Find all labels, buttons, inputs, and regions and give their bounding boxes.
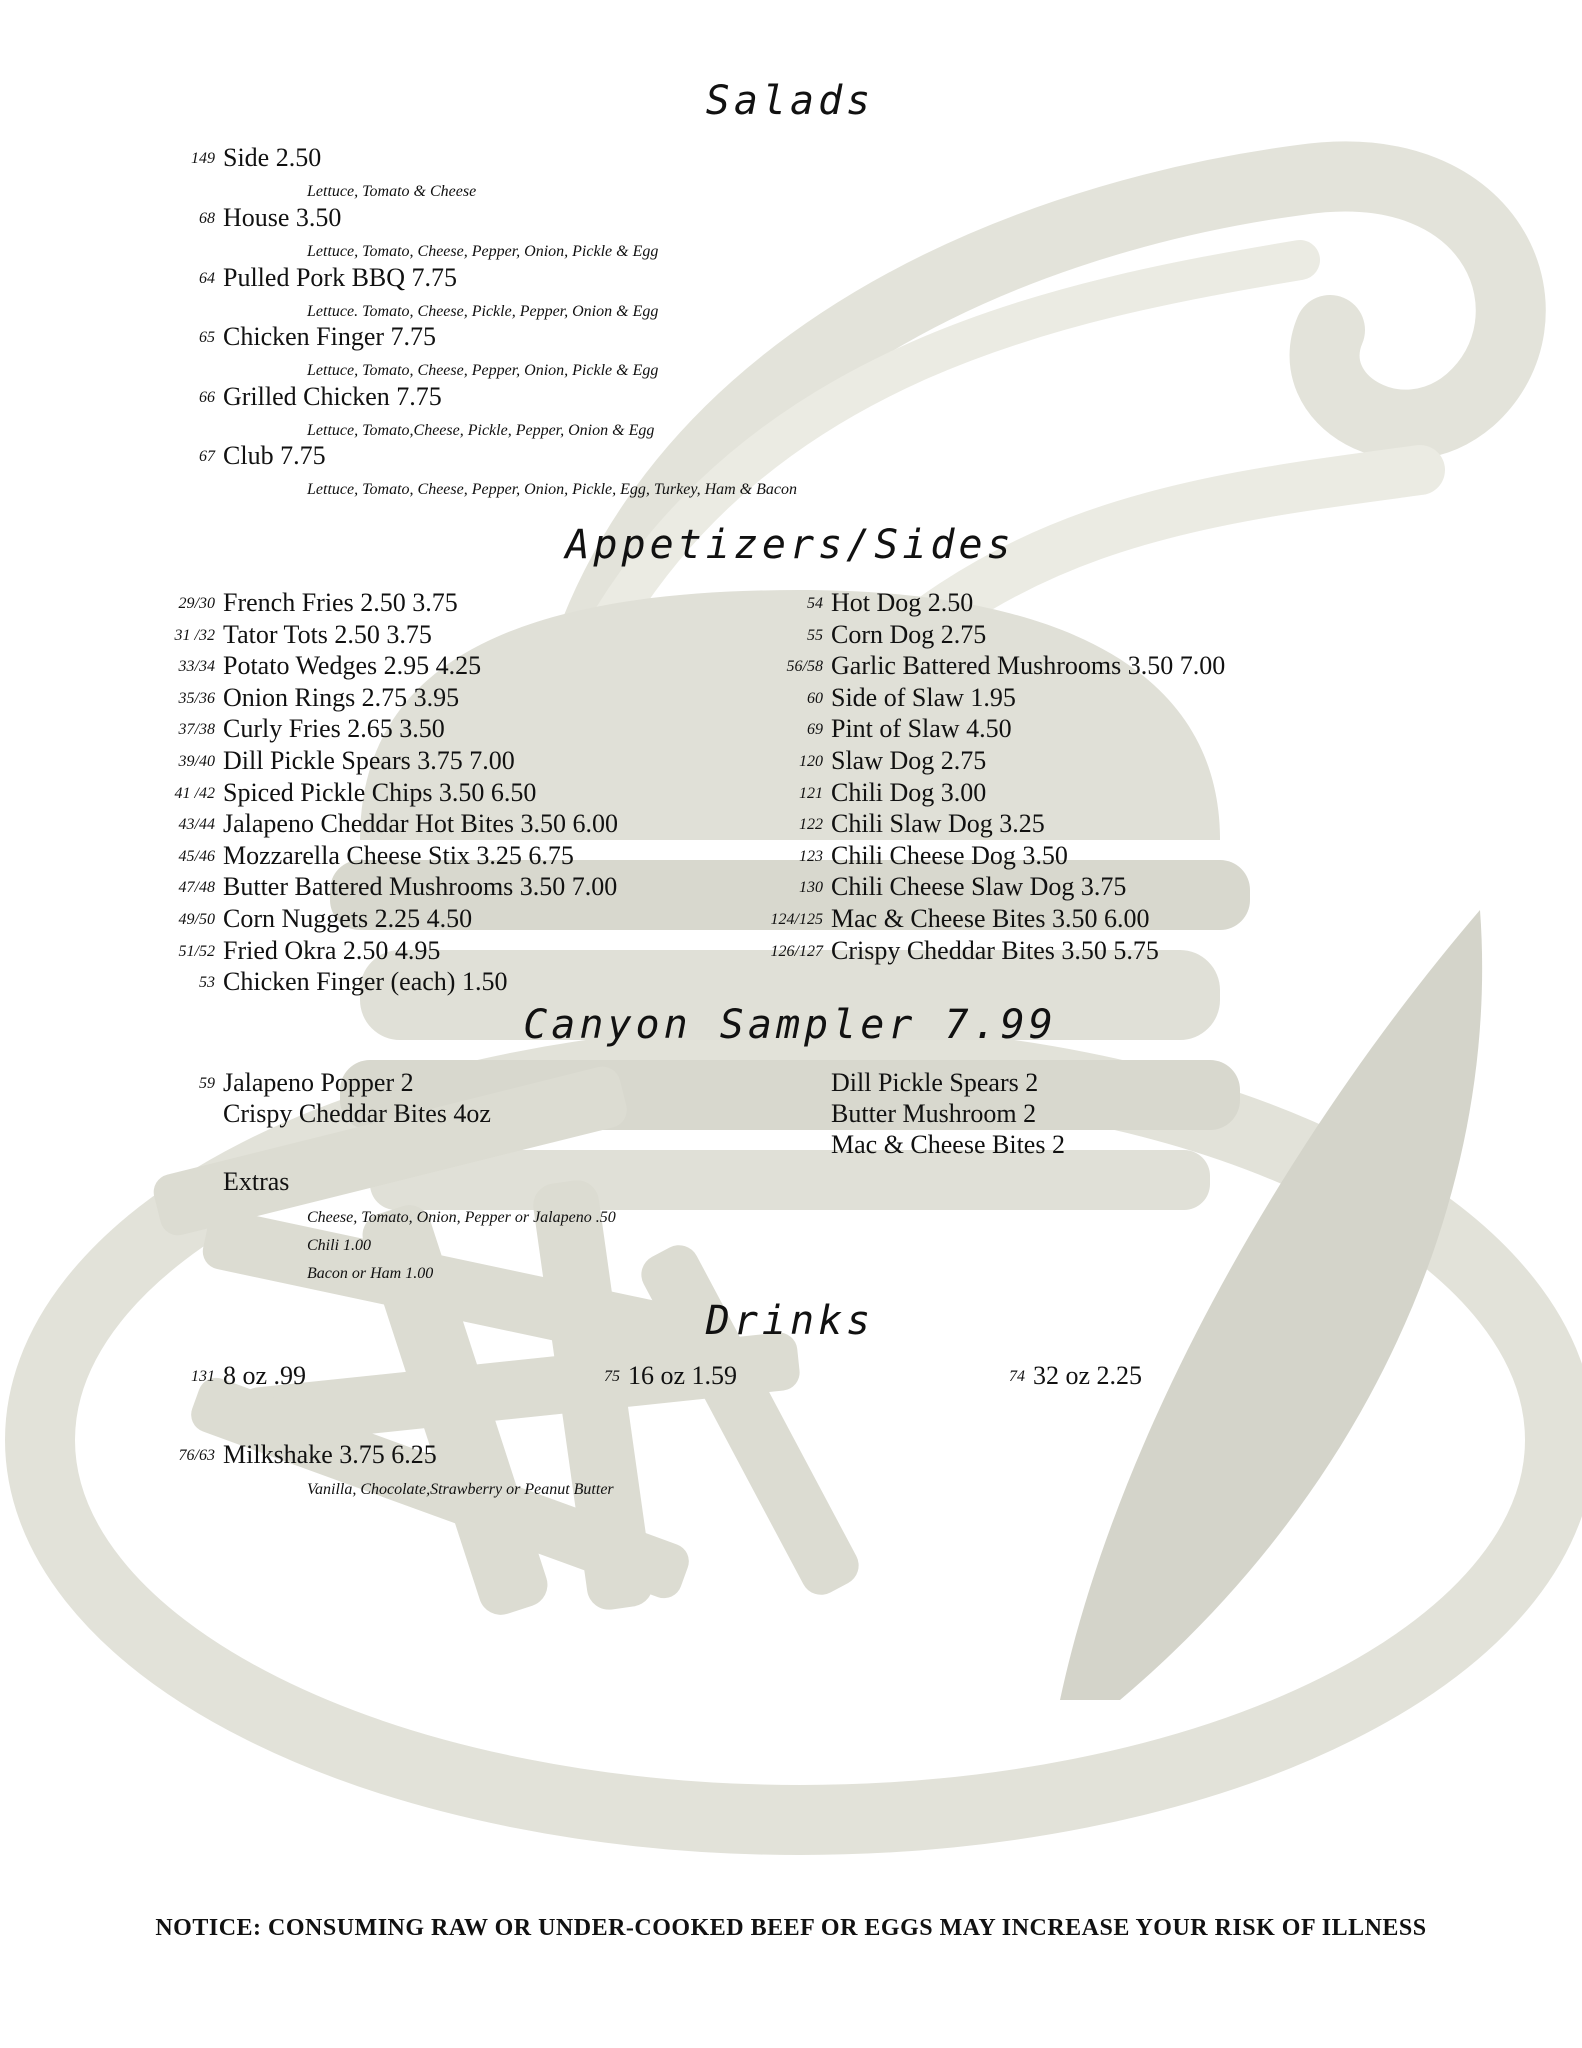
item-number: 75 [604,1368,620,1385]
item-description: Lettuce, Tomato, Cheese, Pepper, Onion, Pickle, Egg, Turkey, Ham & Bacon [307,481,797,498]
item-label: Dill Pickle Spears 2 [831,1068,1039,1097]
item-number: 45/46 [178,847,215,865]
item-label: Chicken Finger (each) 1.50 [223,967,508,997]
sampler-heading: Canyon Sampler 7.99 [523,1002,1057,1048]
item-description: Lettuce, Tomato,Cheese, Pickle, Pepper, Onion & Egg [307,422,655,439]
extras-line: Cheese, Tomato, Onion, Pepper or Jalapeno .50 [307,1209,616,1226]
item-label: Jalapeno Cheddar Hot Bites 3.50 6.00 [223,809,618,839]
item-description: Lettuce, Tomato & Cheese [307,183,477,200]
item-label: House 3.50 [223,203,342,232]
item-label: Hot Dog 2.50 [831,588,974,617]
item-number: 121 [799,784,823,802]
item-label: Crispy Cheddar Bites 3.50 5.75 [831,935,1159,965]
item-number: 69 [807,721,823,739]
item-number: 131 [191,1368,215,1385]
item-label: Mozzarella Cheese Stix 3.25 6.75 [223,840,574,870]
item-number: 55 [807,626,823,644]
item-number: 54 [807,595,823,612]
item-number: 124/125 [770,911,823,928]
item-label: Jalapeno Popper 2 [223,1068,414,1097]
item-label: Garlic Battered Mushrooms 3.50 7.00 [831,651,1226,681]
item-number: 29/30 [178,595,215,612]
item-label: Mac & Cheese Bites 3.50 6.00 [831,904,1150,933]
item-label: 32 oz 2.25 [1033,1361,1143,1390]
appetizers-heading: Appetizers/Sides [565,522,1015,568]
item-description: Lettuce. Tomato, Cheese, Pickle, Pepper, Onion & Egg [307,303,659,320]
item-number: 56/58 [786,658,823,676]
item-label: Pulled Pork BBQ 7.75 [223,263,458,292]
item-number: 53 [199,974,215,992]
item-label: 8 oz .99 [223,1361,307,1390]
item-number: 47/48 [178,879,215,897]
item-label: Side of Slaw 1.95 [831,682,1016,712]
item-description: Vanilla, Chocolate,Strawberry or Peanut Butter [307,1481,614,1498]
item-number: 126/127 [770,942,823,960]
item-label: Mac & Cheese Bites 2 [831,1130,1065,1159]
item-number: 37/38 [178,721,215,739]
item-label: French Fries 2.50 3.75 [223,588,458,617]
item-number: 59 [199,1075,215,1092]
extras-label: Extras [223,1167,290,1196]
item-label: Tator Tots 2.50 3.75 [223,619,432,649]
item-number: 51/52 [178,942,215,960]
item-label: Fried Okra 2.50 4.95 [223,935,441,965]
extras-line: Bacon or Ham 1.00 [307,1265,434,1282]
item-number: 39/40 [178,753,215,770]
item-description: Lettuce, Tomato, Cheese, Pepper, Onion, Pickle & Egg [307,243,659,260]
item-number: 149 [191,150,215,167]
item-number: 43/44 [178,816,215,834]
salads-heading: Salads [705,78,875,124]
item-number: 123 [799,847,823,865]
item-label: Club 7.75 [223,441,326,470]
item-number: 35/36 [178,689,215,707]
item-label: Chili Dog 3.00 [831,777,987,807]
item-number: 66 [199,389,215,406]
drinks-heading: Drinks [705,1298,875,1344]
item-number: 76/63 [178,1447,215,1464]
item-label: Corn Nuggets 2.25 4.50 [223,904,473,933]
item-number: 122 [799,816,823,834]
item-number: 31 /32 [174,626,215,644]
item-number: 67 [199,448,215,465]
item-label: Dill Pickle Spears 3.75 7.00 [223,746,515,775]
item-label: Potato Wedges 2.95 4.25 [223,651,482,681]
item-number: 33/34 [178,658,215,676]
item-label: Chicken Finger 7.75 [223,322,437,351]
item-label: Butter Mushroom 2 [831,1099,1037,1128]
item-label: Chili Cheese Dog 3.50 [831,840,1068,870]
item-number: 130 [799,879,823,897]
item-label: Chili Cheese Slaw Dog 3.75 [831,872,1127,902]
item-label: Onion Rings 2.75 3.95 [223,682,460,712]
item-number: 68 [199,210,215,227]
item-label: Curly Fries 2.65 3.50 [223,714,445,744]
item-label: Pint of Slaw 4.50 [831,714,1012,744]
item-label: Butter Battered Mushrooms 3.50 7.00 [223,872,618,902]
item-number: 49/50 [178,911,215,928]
item-number: 64 [199,270,215,287]
health-notice: NOTICE: CONSUMING RAW OR UNDER-COOKED BEEF OR EGGS MAY INCREASE YOUR RISK OF ILLNESS [155,1915,1427,1941]
item-label: Chili Slaw Dog 3.25 [831,809,1045,839]
item-label: Spiced Pickle Chips 3.50 6.50 [223,777,537,807]
item-number: 74 [1009,1368,1025,1385]
item-number: 41 /42 [174,784,215,802]
item-label: Slaw Dog 2.75 [831,746,987,775]
item-number: 65 [199,329,215,346]
extras-line: Chili 1.00 [307,1237,372,1254]
item-number: 120 [799,753,823,770]
item-description: Lettuce, Tomato, Cheese, Pepper, Onion, Pickle & Egg [307,362,659,379]
item-label: Corn Dog 2.75 [831,619,987,649]
item-number: 60 [807,689,823,707]
item-label: Milkshake 3.75 6.25 [223,1440,437,1469]
item-label: Grilled Chicken 7.75 [223,382,442,411]
item-label: Side 2.50 [223,143,322,172]
item-label: 16 oz 1.59 [628,1361,738,1390]
item-label: Crispy Cheddar Bites 4oz [223,1099,491,1128]
